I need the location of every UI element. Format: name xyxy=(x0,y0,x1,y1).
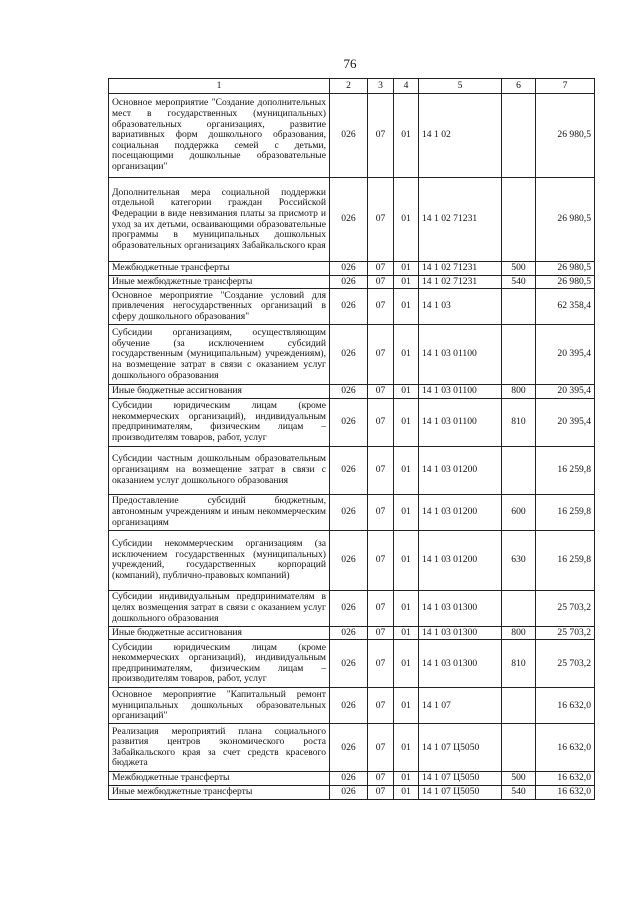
code-gr-cell: 026 xyxy=(330,640,368,688)
code-gr-cell: 026 xyxy=(330,289,368,325)
code-rz-cell: 07 xyxy=(368,262,394,276)
code-pr-cell: 01 xyxy=(394,590,419,626)
code-gr-cell: 026 xyxy=(330,785,368,799)
amount-cell: 25 703,2 xyxy=(536,640,595,688)
table-row xyxy=(109,590,595,626)
row-name-cell: Субсидии юридическим лицам (кроме некоммерческих организаций), индивидуальным предпринимателям, физическим лицам – производителям товаров, работ, услуг xyxy=(109,640,330,688)
column-header: 5 xyxy=(419,79,502,94)
code-gr-cell: 026 xyxy=(330,446,368,494)
code-pr-cell: 01 xyxy=(394,385,419,399)
amount-cell: 20 395,4 xyxy=(536,398,595,446)
table-row xyxy=(109,325,595,385)
table-row xyxy=(109,688,595,724)
code-vr-cell xyxy=(502,724,536,772)
amount-cell: 16 632,0 xyxy=(536,724,595,772)
code-pr-cell: 01 xyxy=(394,262,419,276)
column-header: 7 xyxy=(536,79,595,94)
code-gr-cell: 026 xyxy=(330,590,368,626)
table-row xyxy=(109,262,595,276)
code-csr-cell: 14 1 02 71231 xyxy=(419,178,502,262)
row-name-cell: Субсидии юридическим лицам (кроме некоммерческих организаций), индивидуальным предпринимателям, физическим лицам – производителям товаров, работ, услуг xyxy=(109,398,330,446)
code-gr-cell: 026 xyxy=(330,626,368,640)
code-pr-cell: 01 xyxy=(394,325,419,385)
code-pr-cell: 01 xyxy=(394,446,419,494)
code-csr-cell: 14 1 07 Ц5050 xyxy=(419,724,502,772)
code-csr-cell: 14 1 03 xyxy=(419,289,502,325)
code-gr-cell: 026 xyxy=(330,724,368,772)
amount-cell: 20 395,4 xyxy=(536,385,595,399)
code-gr-cell: 026 xyxy=(330,398,368,446)
row-name-cell: Межбюджетные трансферты xyxy=(109,772,330,786)
code-csr-cell: 14 1 07 Ц5050 xyxy=(419,772,502,786)
amount-cell: 25 703,2 xyxy=(536,590,595,626)
table-row xyxy=(109,275,595,289)
column-header: 1 xyxy=(109,79,330,94)
code-csr-cell: 14 1 03 01200 xyxy=(419,530,502,590)
code-csr-cell: 14 1 03 01100 xyxy=(419,385,502,399)
table-row xyxy=(109,640,595,688)
code-pr-cell: 01 xyxy=(394,289,419,325)
code-rz-cell: 07 xyxy=(368,772,394,786)
code-pr-cell: 01 xyxy=(394,626,419,640)
amount-cell: 16 259,8 xyxy=(536,530,595,590)
amount-cell: 26 980,5 xyxy=(536,94,595,178)
row-name-cell: Основное мероприятие "Создание условий для привлечения негосударственных организаций в сферу дошкольного образования" xyxy=(109,289,330,325)
code-pr-cell: 01 xyxy=(394,94,419,178)
row-name-cell: Реализация мероприятий плана социального развития центров экономического роста Забайкальского края за счет средств красевого бюджета xyxy=(109,724,330,772)
code-pr-cell: 01 xyxy=(394,275,419,289)
table-row xyxy=(109,289,595,325)
code-csr-cell: 14 1 03 01300 xyxy=(419,590,502,626)
code-csr-cell: 14 1 03 01300 xyxy=(419,640,502,688)
code-csr-cell: 14 1 03 01100 xyxy=(419,325,502,385)
code-vr-cell: 540 xyxy=(502,785,536,799)
code-gr-cell: 026 xyxy=(330,262,368,276)
code-gr-cell: 026 xyxy=(330,94,368,178)
code-rz-cell: 07 xyxy=(368,640,394,688)
amount-cell: 16 259,8 xyxy=(536,494,595,530)
table-row xyxy=(109,785,595,799)
amount-cell: 25 703,2 xyxy=(536,626,595,640)
code-vr-cell: 630 xyxy=(502,530,536,590)
code-vr-cell xyxy=(502,178,536,262)
row-name-cell: Субсидии частным дошкольным образовательным организациям на возмещение затрат в связи с оказанием услуг дошкольного образования xyxy=(109,446,330,494)
row-name-cell: Субсидии индивидуальным предпринимателям в целях возмещения затрат в связи с оказанием услуг дошкольного образования xyxy=(109,590,330,626)
code-vr-cell: 500 xyxy=(502,772,536,786)
row-name-cell: Иные межбюджетные трансферты xyxy=(109,275,330,289)
code-vr-cell: 540 xyxy=(502,275,536,289)
amount-cell: 16 632,0 xyxy=(536,772,595,786)
code-vr-cell xyxy=(502,289,536,325)
amount-cell: 16 632,0 xyxy=(536,785,595,799)
code-csr-cell: 14 1 03 01300 xyxy=(419,626,502,640)
code-rz-cell: 07 xyxy=(368,325,394,385)
column-header: 2 xyxy=(330,79,368,94)
code-pr-cell: 01 xyxy=(394,398,419,446)
code-pr-cell: 01 xyxy=(394,772,419,786)
code-rz-cell: 07 xyxy=(368,446,394,494)
code-vr-cell xyxy=(502,446,536,494)
code-vr-cell xyxy=(502,590,536,626)
table-row xyxy=(109,446,595,494)
table-body xyxy=(109,94,595,800)
row-name-cell: Субсидии некоммерческим организациям (за исключением государственных (муниципальных) учреждений, государственных корпораций (компаний), публично-правовых компаний) xyxy=(109,530,330,590)
code-vr-cell: 800 xyxy=(502,626,536,640)
code-gr-cell: 026 xyxy=(330,530,368,590)
row-name-cell: Дополнительная мера социальной поддержки отдельной категории граждан Российской Федерации в виде невзимания платы за присмотр и уход за их детьми, осваивающими образовательные программы в муниципальных дошкольных образовательных организациях Забайкальского края xyxy=(109,178,330,262)
code-rz-cell: 07 xyxy=(368,626,394,640)
code-rz-cell: 07 xyxy=(368,724,394,772)
code-rz-cell: 07 xyxy=(368,688,394,724)
code-pr-cell: 01 xyxy=(394,178,419,262)
code-pr-cell: 01 xyxy=(394,530,419,590)
table-row xyxy=(109,178,595,262)
code-vr-cell xyxy=(502,688,536,724)
amount-cell: 26 980,5 xyxy=(536,275,595,289)
code-pr-cell: 01 xyxy=(394,724,419,772)
table-row xyxy=(109,530,595,590)
code-pr-cell: 01 xyxy=(394,640,419,688)
column-header: 3 xyxy=(368,79,394,94)
code-pr-cell: 01 xyxy=(394,785,419,799)
code-gr-cell: 026 xyxy=(330,688,368,724)
code-gr-cell: 026 xyxy=(330,178,368,262)
row-name-cell: Иные бюджетные ассигнования xyxy=(109,385,330,399)
code-vr-cell xyxy=(502,325,536,385)
code-rz-cell: 07 xyxy=(368,785,394,799)
table-row xyxy=(109,398,595,446)
column-header: 4 xyxy=(394,79,419,94)
code-vr-cell: 810 xyxy=(502,398,536,446)
code-csr-cell: 14 1 02 71231 xyxy=(419,262,502,276)
code-rz-cell: 07 xyxy=(368,178,394,262)
code-vr-cell: 500 xyxy=(502,262,536,276)
code-pr-cell: 01 xyxy=(394,494,419,530)
row-name-cell: Основное мероприятие "Создание дополнительных мест в государственных (муниципальных) образовательных организациях, развитие вариативных форм дошкольного образования, социальная поддержка семей с детьми, посещающими дошкольные образовательные организации" xyxy=(109,94,330,178)
code-csr-cell: 14 1 07 xyxy=(419,688,502,724)
code-rz-cell: 07 xyxy=(368,94,394,178)
page-number: 76 xyxy=(343,56,357,71)
code-csr-cell: 14 1 03 01200 xyxy=(419,494,502,530)
code-csr-cell: 14 1 02 xyxy=(419,94,502,178)
amount-cell: 16 259,8 xyxy=(536,446,595,494)
code-rz-cell: 07 xyxy=(368,590,394,626)
amount-cell: 16 632,0 xyxy=(536,688,595,724)
code-rz-cell: 07 xyxy=(368,385,394,399)
row-name-cell: Основное мероприятие "Капитальный ремонт муниципальных дошкольных образовательных организаций" xyxy=(109,688,330,724)
amount-cell: 62 358,4 xyxy=(536,289,595,325)
row-name-cell: Предоставление субсидий бюджетным, автономным учреждениям и иным некоммерческим организациям xyxy=(109,494,330,530)
code-gr-cell: 026 xyxy=(330,772,368,786)
code-rz-cell: 07 xyxy=(368,398,394,446)
code-gr-cell: 026 xyxy=(330,385,368,399)
table-row xyxy=(109,494,595,530)
code-vr-cell: 810 xyxy=(502,640,536,688)
table-row xyxy=(109,724,595,772)
amount-cell: 26 980,5 xyxy=(536,262,595,276)
amount-cell: 26 980,5 xyxy=(536,178,595,262)
code-vr-cell: 800 xyxy=(502,385,536,399)
row-name-cell: Иные бюджетные ассигнования xyxy=(109,626,330,640)
code-csr-cell: 14 1 02 71231 xyxy=(419,275,502,289)
code-pr-cell: 01 xyxy=(394,688,419,724)
table-row xyxy=(109,94,595,178)
column-header: 6 xyxy=(502,79,536,94)
budget-table xyxy=(108,78,595,800)
row-name-cell: Субсидии организациям, осуществляющим обучение (за исключением субсидий государственным (муниципальным) учреждениям), на возмещение затрат в связи с оказанием услуг дошкольного образования xyxy=(109,325,330,385)
code-gr-cell: 026 xyxy=(330,494,368,530)
code-csr-cell: 14 1 03 01200 xyxy=(419,446,502,494)
table-header-row xyxy=(109,79,595,94)
row-name-cell: Межбюджетные трансферты xyxy=(109,262,330,276)
amount-cell: 20 395,4 xyxy=(536,325,595,385)
code-rz-cell: 07 xyxy=(368,530,394,590)
code-csr-cell: 14 1 07 Ц5050 xyxy=(419,785,502,799)
code-csr-cell: 14 1 03 01100 xyxy=(419,398,502,446)
code-rz-cell: 07 xyxy=(368,494,394,530)
table-row xyxy=(109,772,595,786)
code-rz-cell: 07 xyxy=(368,289,394,325)
row-name-cell: Иные межбюджетные трансферты xyxy=(109,785,330,799)
table-row xyxy=(109,385,595,399)
code-gr-cell: 026 xyxy=(330,275,368,289)
code-vr-cell xyxy=(502,94,536,178)
code-vr-cell: 600 xyxy=(502,494,536,530)
code-rz-cell: 07 xyxy=(368,275,394,289)
table-row xyxy=(109,626,595,640)
code-gr-cell: 026 xyxy=(330,325,368,385)
